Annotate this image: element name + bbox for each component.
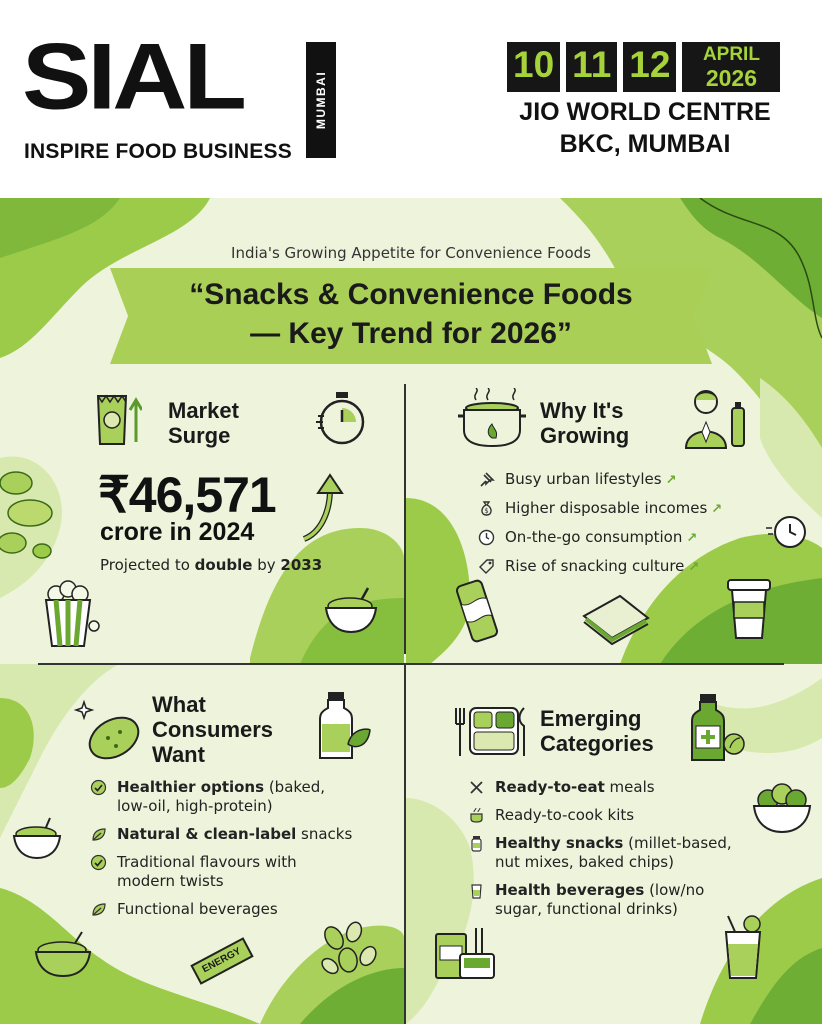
- emerging-heading-line2: Categories: [540, 731, 654, 756]
- wants-item-1-rest2: low-oil, high-protein): [117, 797, 273, 815]
- leaf-icon: [90, 901, 107, 918]
- why-heading: [540, 398, 629, 448]
- juice-bottle-icon: [318, 690, 372, 762]
- venue-name: JIO WORLD CENTRE: [519, 98, 771, 126]
- date-year: 2026: [705, 65, 758, 91]
- event-dates: [507, 42, 780, 92]
- why-item-1-text: Busy urban lifestyles: [505, 470, 662, 488]
- wants-item-2-bold: Natural & clean-label: [117, 825, 297, 843]
- wants-item-3-rest2: modern twists: [117, 872, 224, 890]
- check-circle-icon: [90, 779, 107, 796]
- why-heading-line2: Growing: [540, 423, 630, 448]
- trend-arrow-icon: ↗: [711, 502, 723, 517]
- wants-heading-line1: What: [152, 692, 206, 717]
- vertical-divider-bottom: [404, 664, 406, 1024]
- chip-bag-icon: [92, 392, 142, 448]
- grain-bowl-icon: [34, 930, 94, 980]
- wants-item-1-bold: Healthier options: [117, 778, 265, 796]
- wants-list: [90, 778, 352, 928]
- cutlery-icon: [468, 779, 485, 796]
- potato-sparkle-icon: [72, 698, 142, 762]
- bowl-icon: [322, 586, 382, 636]
- wants-item-3-rest: Traditional flavours with: [117, 853, 297, 871]
- why-list: [478, 470, 722, 586]
- market-projection: [100, 556, 322, 574]
- market-heading: [168, 398, 239, 448]
- emerging-item-3: [468, 834, 732, 872]
- why-item-3-text: On-the-go consumption: [505, 528, 683, 546]
- salad-bowl-icon: [750, 782, 814, 836]
- why-item-3: [478, 528, 722, 548]
- emerging-item-3-rest2: nut mixes, baked chips): [495, 853, 674, 871]
- market-heading-line1: Market: [168, 398, 239, 423]
- svg-text:$: $: [484, 507, 489, 515]
- cooking-pot-icon: [456, 388, 528, 450]
- pot-icon: [468, 807, 485, 824]
- wants-item-2-rest: snacks: [296, 825, 353, 843]
- wants-item-1: [90, 778, 352, 816]
- energy-bar-label: ENERGY: [200, 945, 243, 976]
- soda-can-icon: [452, 576, 502, 646]
- wants-heading-line2: Consumers: [152, 717, 274, 742]
- date-month-year: [682, 42, 780, 92]
- why-item-4-text: Rise of snacking culture: [505, 557, 685, 575]
- emerging-item-1-rest: meals: [604, 778, 655, 796]
- emerging-item-1-bold: Ready-to-eat: [495, 778, 605, 796]
- market-value-unit: crore in 2024: [100, 518, 255, 546]
- emerging-item-3-bold: Healthy snacks: [495, 834, 624, 852]
- person-with-drink-icon: [684, 386, 748, 450]
- chips-icon: [0, 463, 60, 563]
- emerging-item-1: [468, 778, 732, 797]
- logo-city-text: MUMBAI: [314, 70, 328, 130]
- horizontal-divider: [38, 663, 784, 665]
- sial-logo: SIAL: [22, 24, 243, 130]
- trend-arrow-icon: ↗: [665, 473, 677, 488]
- clock-icon: [478, 529, 495, 546]
- snack-pack-icon: [432, 926, 498, 982]
- date-day-1: 10: [507, 42, 560, 92]
- why-item-4: [478, 557, 722, 577]
- why-item-2-text: Higher disposable incomes: [505, 499, 708, 517]
- emerging-item-4: [468, 881, 732, 919]
- wants-item-2: [90, 825, 352, 844]
- market-value: ₹46,571: [98, 467, 276, 523]
- cup-icon: [468, 882, 485, 899]
- projection-bold: double: [194, 556, 253, 574]
- pin-icon: [478, 471, 495, 488]
- emerging-heading: [540, 706, 654, 756]
- coffee-cup-icon: [724, 576, 774, 640]
- why-heading-line1: Why It's: [540, 398, 624, 423]
- market-heading-line2: Surge: [168, 423, 231, 448]
- title-line-2: — Key Trend for 2026”: [250, 317, 572, 350]
- money-bag-icon: [478, 500, 495, 517]
- emerging-item-3-rest: (millet-based,: [623, 834, 732, 852]
- logo-city-badge: [306, 42, 336, 158]
- wants-heading-line3: Want: [152, 742, 205, 767]
- why-item-1: [478, 470, 722, 490]
- jar-icon: [468, 835, 485, 852]
- health-drink-bottle-icon: [690, 692, 746, 764]
- emerging-item-4-rest: (low/no: [644, 881, 705, 899]
- check-circle-icon: [90, 854, 107, 871]
- date-day-2: 11: [566, 42, 617, 92]
- infographic-panel: [0, 198, 822, 1024]
- nuts-icon: [318, 920, 378, 980]
- wants-item-1-rest: (baked,: [264, 778, 326, 796]
- leaf-icon: [90, 826, 107, 843]
- emerging-item-2-rest: Ready-to-cook kits: [495, 806, 635, 824]
- date-month: APRIL: [702, 44, 760, 65]
- vertical-divider-top: [404, 384, 406, 654]
- venue-location: BKC, MUMBAI: [559, 130, 731, 158]
- wants-item-4-rest: Functional beverages: [117, 900, 278, 918]
- juice-glass-icon: [722, 914, 768, 980]
- projection-mid: by: [252, 556, 281, 574]
- projection-year: 2033: [280, 556, 323, 574]
- small-clock-icon: [766, 514, 808, 550]
- logo-tagline: INSPIRE FOOD BUSINESS: [24, 140, 292, 163]
- trend-arrow-icon: ↗: [686, 531, 698, 546]
- sandwich-icon: [580, 588, 652, 648]
- meal-tray-icon: [452, 704, 532, 758]
- stopwatch-icon: [314, 390, 370, 446]
- wants-heading: [152, 692, 273, 767]
- growth-arrow-icon: [300, 473, 348, 543]
- emerging-item-4-bold: Health beverages: [495, 881, 645, 899]
- trend-arrow-icon: ↗: [688, 560, 700, 575]
- popcorn-icon: [36, 580, 100, 650]
- emerging-list: [468, 778, 732, 928]
- projection-pre: Projected to: [100, 556, 195, 574]
- title-line-1: “Snacks & Convenience Foods: [189, 278, 633, 311]
- rice-bowl-icon: [12, 816, 64, 862]
- event-header: [0, 0, 822, 198]
- title-banner: [110, 268, 712, 364]
- wants-item-3: [90, 853, 352, 891]
- wants-item-4: [90, 900, 352, 919]
- why-item-2: [478, 499, 722, 519]
- date-day-3: 12: [623, 42, 676, 92]
- tag-icon: [478, 558, 495, 575]
- emerging-heading-line1: Emerging: [540, 706, 642, 731]
- emerging-item-2: [468, 806, 732, 825]
- infographic-subtitle: India's Growing Appetite for Convenience Foods: [231, 244, 591, 262]
- emerging-item-4-rest2: sugar, functional drinks): [495, 900, 678, 918]
